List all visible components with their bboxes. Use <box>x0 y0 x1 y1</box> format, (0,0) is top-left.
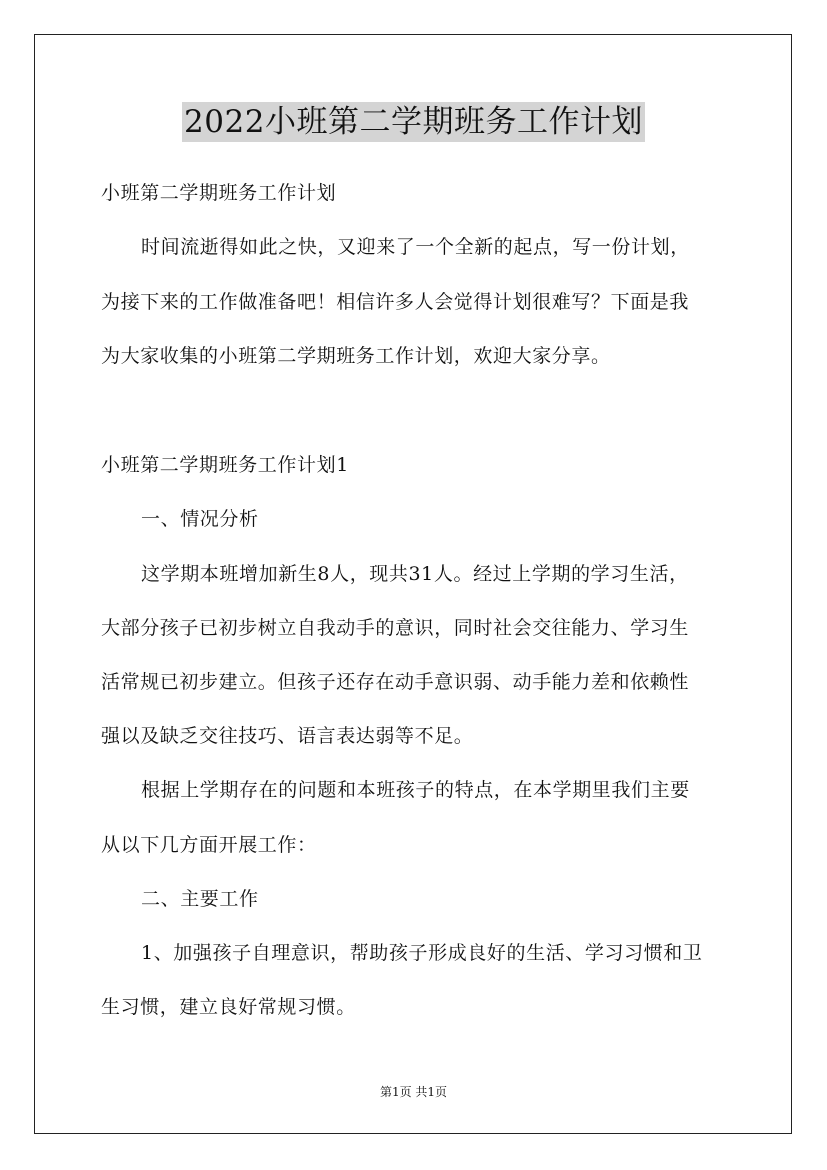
paragraph-line: 大部分孩子已初步树立自我动手的意识，同时社会交往能力、学习生 <box>101 617 690 639</box>
part-heading-situation: 一、情况分析 <box>141 508 259 530</box>
paragraph-line: 强以及缺乏交往技巧、语言表达弱等不足。 <box>101 725 474 747</box>
intro-line-2: 为接下来的工作做准备吧！相信许多人会觉得计划很难写？下面是我 <box>101 291 690 313</box>
intro-line-1: 时间流逝得如此之快，又迎来了一个全新的起点，写一份计划， <box>141 236 690 258</box>
list-item-line: 1、加强孩子自理意识，帮助孩子形成良好的生活、学习习惯和卫 <box>141 942 703 964</box>
part-heading-main-work: 二、主要工作 <box>141 888 259 910</box>
paragraph-line: 活常规已初步建立。但孩子还存在动手意识弱、动手能力差和依赖性 <box>101 671 690 693</box>
paragraph-line: 根据上学期存在的问题和本班孩子的特点，在本学期里我们主要 <box>141 779 690 801</box>
paragraph-line: 这学期本班增加新生8人，现共31人。经过上学期的学习生活， <box>141 563 689 585</box>
document-title-wrap <box>0 102 827 142</box>
intro-line-3: 为大家收集的小班第二学期班务工作计划，欢迎大家分享。 <box>101 345 611 367</box>
page-number: 第1页 共1页 <box>379 1085 448 1099</box>
document-subtitle: 小班第二学期班务工作计划 <box>101 182 337 204</box>
section-heading: 小班第二学期班务工作计划1 <box>101 454 349 476</box>
list-item-line: 生习惯，建立良好常规习惯。 <box>101 996 356 1018</box>
document-title: 2022小班第二学期班务工作计划 <box>184 104 643 140</box>
paragraph-line: 从以下几方面开展工作： <box>101 834 317 856</box>
